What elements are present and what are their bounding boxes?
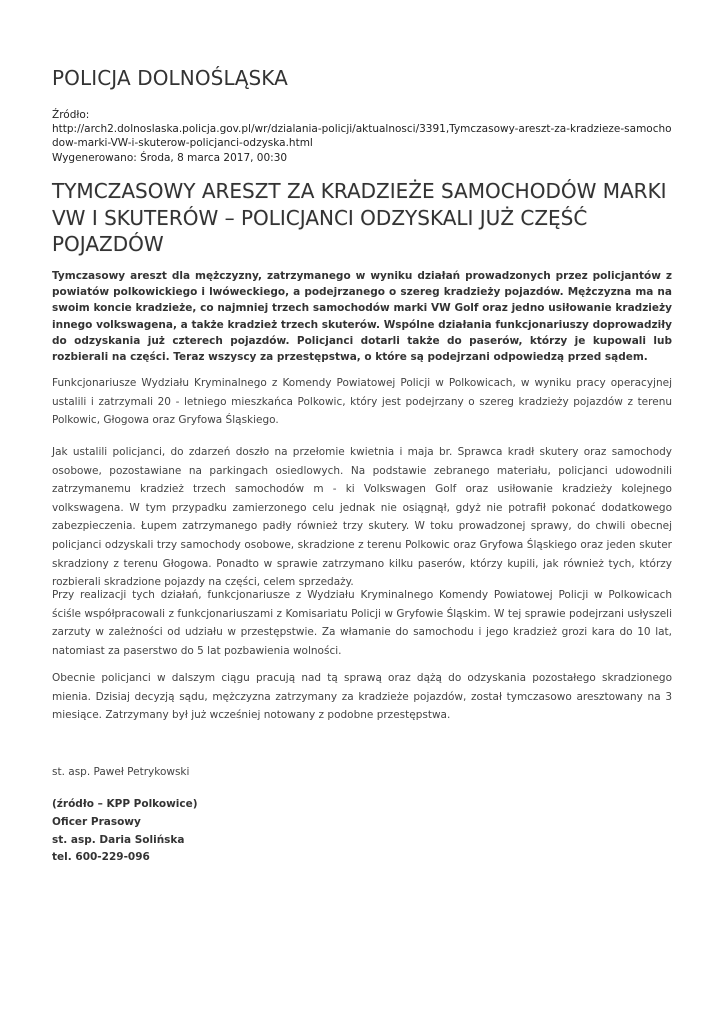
- author-signature: st. asp. Paweł Petrykowski: [52, 766, 190, 778]
- article-paragraph: Przy realizacji tych działań, funkcjonariusze z Wydziału Kryminalnego Komendy Powiatowej Policji w Polkowicach ściśle współpracowali z funkcjonariuszami z Komisariatu Policji w Gryfowie Śląskim. W tej sprawie podejrzani usłyszeli zarzuty w zależności od udziału w przestępstwie. Za włamanie do samochodu i jego kradzież grozi kara do 10 lat, natomiast za paserstwo do 5 lat pozbawienia wolności.: [52, 589, 672, 657]
- article-lead: Tymczasowy areszt dla mężczyzny, zatrzymanego w wyniku działań prowadzonych przez policjantów z powiatów polkowickiego i lwóweckiego, a podejrzanego o szereg kradzieży pojazdów. Mężczyzna ma na swoim koncie kradzieże, co najmniej trzech samochodów marki VW Golf oraz jedno usiłowanie kradzieży innego volkswagena, a także kradzież trzech skuterów. Wspólne działania funkcjonariuszy doprowadziły do odzyskania już czterech pojazdów. Policjanci dotarli także do paserów, którzy je kupowali lub rozbierali na części. Teraz wszyscy za przestępstwa, o które są podejrzani odpowiedzą przed sądem.: [52, 270, 672, 364]
- press-officer-block: [52, 796, 198, 867]
- article-title: TYMCZASOWY ARESZT ZA KRADZIEŻE SAMOCHODÓW MARKI VW I SKUTERÓW – POLICJANCI ODZYSKALI JUŻ CZĘŚĆ POJAZDÓW: [52, 179, 667, 256]
- site-title: POLICJA DOLNOŚLĄSKA: [52, 66, 288, 90]
- source-note: (źródło – KPP Polkowice): [52, 798, 198, 810]
- source-url[interactable]: http://arch2.dolnoslaska.policja.gov.pl/wr/dzialania-policji/aktualnosci/3391,Tymczasowy-areszt-za-kradzieze-samochodow-marki-VW-i-skuterow-policjanci-odzyska.html: [52, 123, 672, 150]
- officer-phone: tel. 600-229-096: [52, 851, 150, 864]
- source-label: Źródło:: [52, 109, 90, 121]
- officer-name: st. asp. Daria Solińska: [52, 833, 185, 846]
- article-paragraph: Jak ustalili policjanci, do zdarzeń doszło na przełomie kwietnia i maja br. Sprawca kradł skutery oraz samochody osobowe, pozostawiane na parkingach osiedlowych. Na podstawie zebranego materiału, policjanci udowodnili zatrzymanemu kradzież trzech samochodów m - ki Volkswagen Golf oraz usiłowanie kradzieży kolejnego volkswagena. W tym przypadku zamierzonego celu jednak nie osiągnął, gdyż nie potrafił pokonać dodatkowego zabezpieczenia. Łupem zatrzymanego padły również trzy skutery. W toku prowadzonej sprawy, do chwili obecnej policjanci odzyskali trzy samochody osobowe, skradzione z terenu Polkowic oraz Gryfowa Śląskiego oraz jeden skuter skradziony z terenu Głogowa. Ponadto w sprawie zatrzymano kilku paserów, którzy kupili, jak również tych, którzy rozbierali skradzione pojazdy na części, celem sprzedaży.: [52, 446, 672, 589]
- officer-role: Oficer Prasowy: [52, 815, 141, 828]
- article-paragraph: Obecnie policjanci w dalszym ciągu pracują nad tą sprawą oraz dążą do odzyskania pozostałego skradzionego mienia. Dzisiaj decyzją sądu, mężczyzna zatrzymany za kradzieże pojazdów, został tymczasowo aresztowany na 3 miesiące. Zatrzymany był już wcześniej notowany z podobne przestępstwa.: [52, 672, 672, 722]
- generated-date: Wygenerowano: Środa, 8 marca 2017, 00:30: [52, 151, 288, 164]
- article-paragraph: Funkcjonariusze Wydziału Kryminalnego z Komendy Powiatowej Policji w Polkowicach, w wyniku pracy operacyjnej ustalili i zatrzymali 20 - letniego mieszkańca Polkowic, który jest podejrzany o szereg kradzieży pojazdów z terenu Polkowic, Głogowa oraz Gryfowa Śląskiego.: [52, 377, 672, 427]
- document-meta: [52, 108, 672, 165]
